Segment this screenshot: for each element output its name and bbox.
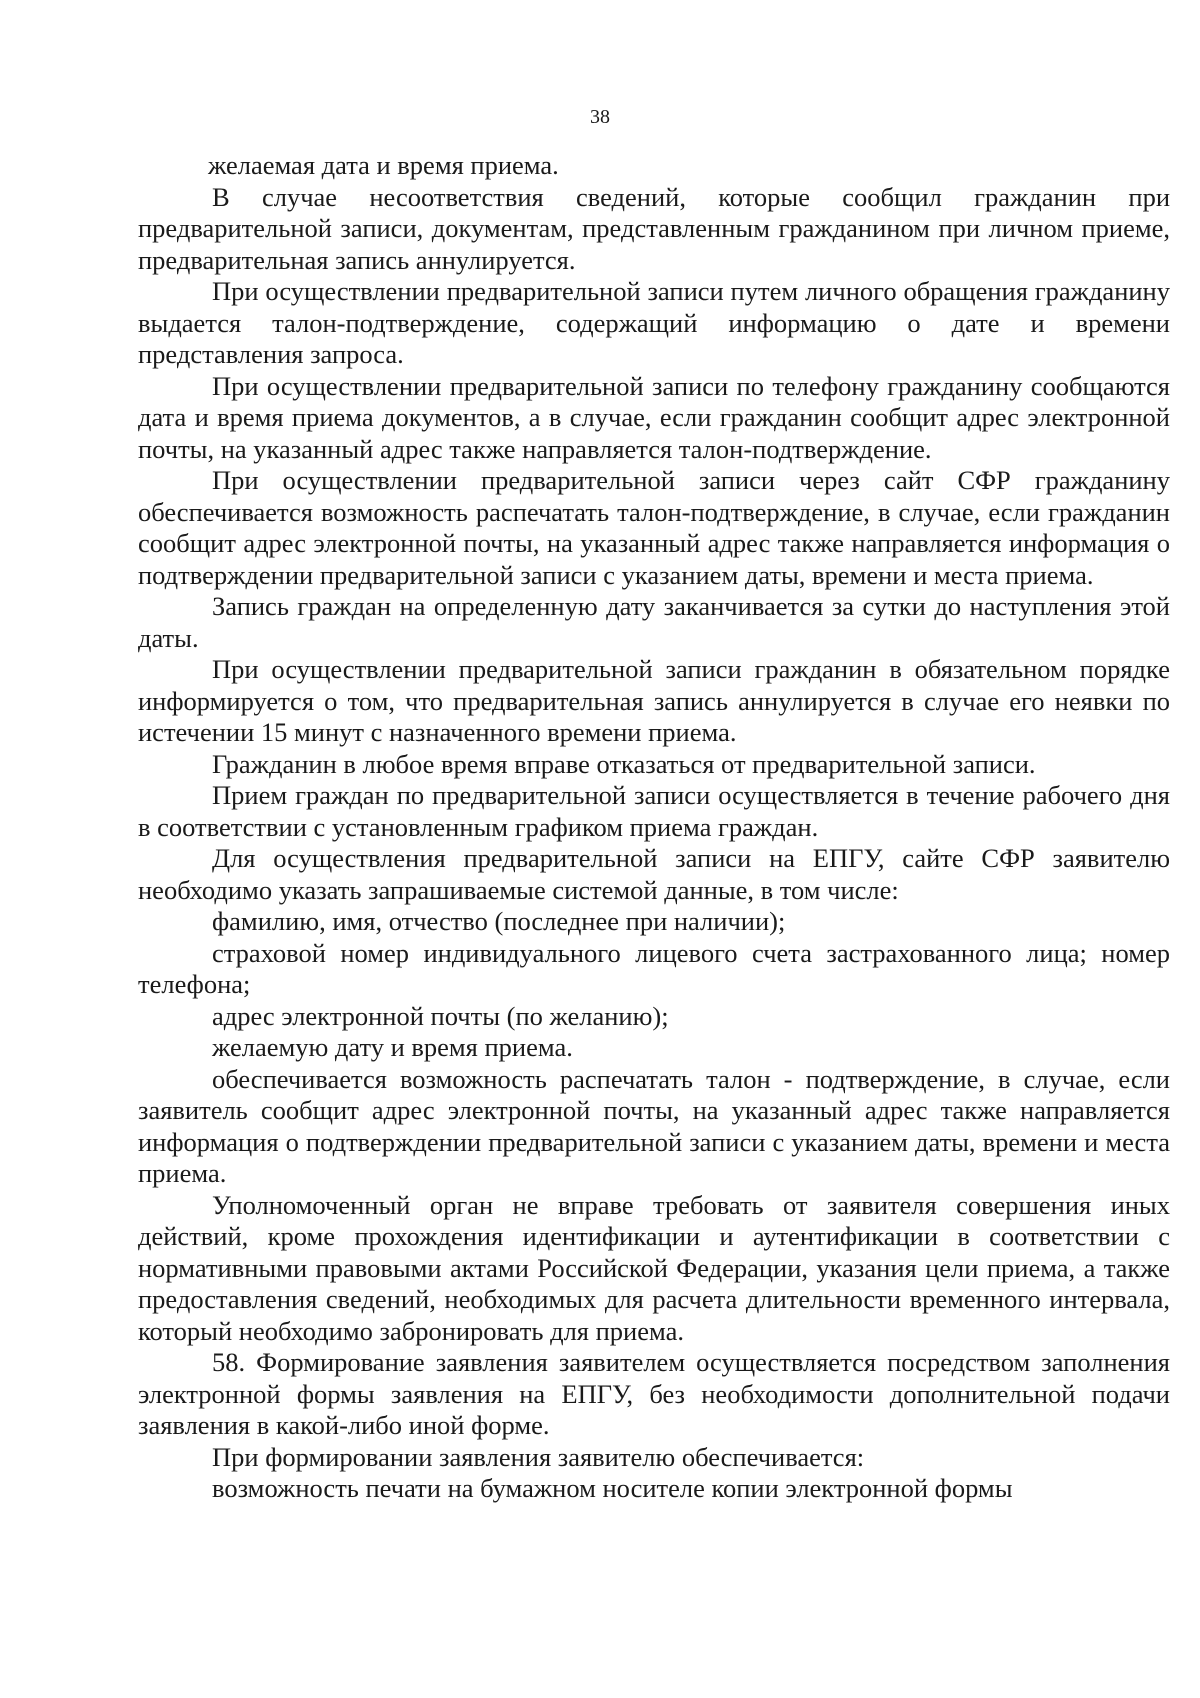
paragraph: В случае несоответствия сведений, которые сообщил гражданин при предварительной записи, документам, представленным гражданином при личном приеме, предварительная запись аннулируется. xyxy=(138,181,1170,275)
page-number: 38 xyxy=(590,106,610,128)
paragraph: страховой номер индивидуального лицевого счета застрахованного лица; номер телефона; xyxy=(138,937,1170,999)
paragraph: 58. Формирование заявления заявителем осуществляется посредством заполнения электронной формы заявления на ЕПГУ, без необходимости дополнительной подачи заявления в какой-либо иной форме. xyxy=(138,1347,1170,1440)
paragraph: При осуществлении предварительной записи гражданин в обязательном порядке информируется о том, что предварительная запись аннулируется в случае его неявки по истечении 15 минут с назначенного времени приема. xyxy=(138,654,1170,747)
paragraph: обеспечивается возможность распечатать талон - подтверждение, в случае, если заявитель сообщит адрес электронной почты, на указанный адрес также направляется информация о подтверждении предварительной записи с указанием даты, времени и места приема. xyxy=(138,1063,1170,1188)
paragraph: При осуществлении предварительной записи по телефону гражданину сообщаются дата и время приема документов, а в случае, если гражданин сообщит адрес электронной почты, на указанный адрес также направляется талон-подтверждение. xyxy=(138,370,1170,464)
paragraph: При формировании заявления заявителю обеспечивается: xyxy=(212,1441,865,1472)
paragraph: Для осуществления предварительной записи на ЕПГУ, сайте СФР заявителю необходимо указать запрашиваемые системой данные, в том числе: xyxy=(138,843,1170,905)
paragraph: фамилию, имя, отчество (последнее при наличии); xyxy=(212,906,786,936)
paragraph: Прием граждан по предварительной записи осуществляется в течение рабочего дня в соответствии с установленным графиком приема граждан. xyxy=(138,780,1170,842)
paragraph: желаемая дата и время приема. xyxy=(208,150,559,180)
body-text xyxy=(138,150,1170,1505)
paragraph: Гражданин в любое время вправе отказаться от предварительной записи. xyxy=(212,748,1036,779)
paragraph: Запись граждан на определенную дату заканчивается за сутки до наступления этой даты. xyxy=(138,591,1170,653)
paragraph: возможность печати на бумажном носителе копии электронной формы xyxy=(212,1473,1013,1503)
paragraph: Уполномоченный орган не вправе требовать от заявителя совершения иных действий, кроме прохождения идентификации и аутентификации в соответствии с нормативными правовыми актами Российской Федерации, указания цели приема, а также предоставления сведений, необходимых для расчета длительности временного интервала, который необходимо забронировать для приема. xyxy=(138,1189,1170,1346)
paragraph: желаемую дату и время приема. xyxy=(212,1032,573,1062)
paragraph: При осуществлении предварительной записи путем личного обращения гражданину выдается талон-подтверждение, содержащий информацию о дате и времени представления запроса. xyxy=(138,276,1170,369)
paragraph: адрес электронной почты (по желанию); xyxy=(212,1000,669,1031)
paragraph: При осуществлении предварительной записи через сайт СФР гражданину обеспечивается возможность распечатать талон-подтверждение, в случае, если гражданин сообщит адрес электронной почты, на указанный адрес также направляется информация о подтверждении предварительной записи с указанием даты, времени и места приема. xyxy=(138,465,1170,590)
